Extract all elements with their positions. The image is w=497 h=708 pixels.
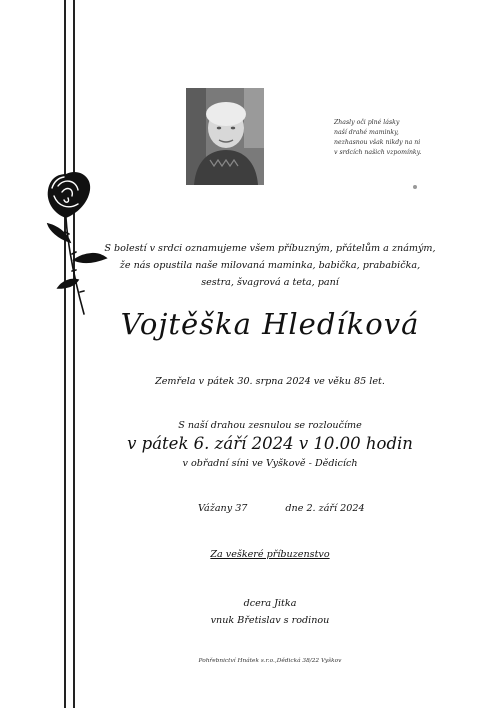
verse-line: naší drahé maminky,	[334, 129, 399, 136]
signer-line: dcera Jitka	[243, 598, 297, 609]
border-line-outer	[64, 0, 66, 708]
farewell-line: S naší drahou zesnulou se rozloučíme	[178, 420, 362, 431]
location-date-line	[198, 503, 365, 514]
signer-line: vnuk Břetislav s rodinou	[210, 615, 330, 626]
border-line-inner	[73, 0, 75, 708]
verse-line: nezhasnou však nikdy na ni	[334, 139, 421, 146]
memorial-verse	[334, 118, 474, 158]
intro-line: S bolestí v srdci oznamujeme všem příbuzným, přátelům a známým,	[104, 243, 436, 254]
intro-line: že nás opustila naše milovaná maminka, babička, prababička,	[119, 260, 421, 271]
portrait-photo	[186, 88, 264, 185]
black-border-lines	[64, 0, 78, 708]
deceased-name: Vojtěška Hledíková	[120, 307, 420, 341]
decorative-dot	[413, 185, 417, 189]
announcement-date: dne 2. září 2024	[285, 503, 365, 514]
portrait-image	[186, 88, 264, 185]
ceremony-datetime: v pátek 6. září 2024 v 10.00 hodin	[127, 434, 413, 453]
verse-line: Zhasly oči plné lásky	[334, 119, 400, 126]
signers	[100, 595, 440, 629]
ceremony-place: v obřadní síni ve Vyškově - Dědicích	[182, 458, 358, 469]
announcement-intro	[100, 240, 440, 291]
death-date-line: Zemřela v pátek 30. srpna 2024 ve věku 85 let.	[155, 376, 385, 387]
family-heading: Za veškeré příbuzenstvo	[210, 549, 330, 560]
verse-line: v srdcích našich vzpomínky.	[334, 149, 422, 156]
location: Vážany 37	[198, 503, 248, 514]
funeral-home-footer: Pohřebnictví Hnátek s.r.o.,Dědická 38/22 Vyškov	[198, 658, 342, 664]
intro-line: sestra, švagrová a teta, paní	[201, 277, 339, 288]
